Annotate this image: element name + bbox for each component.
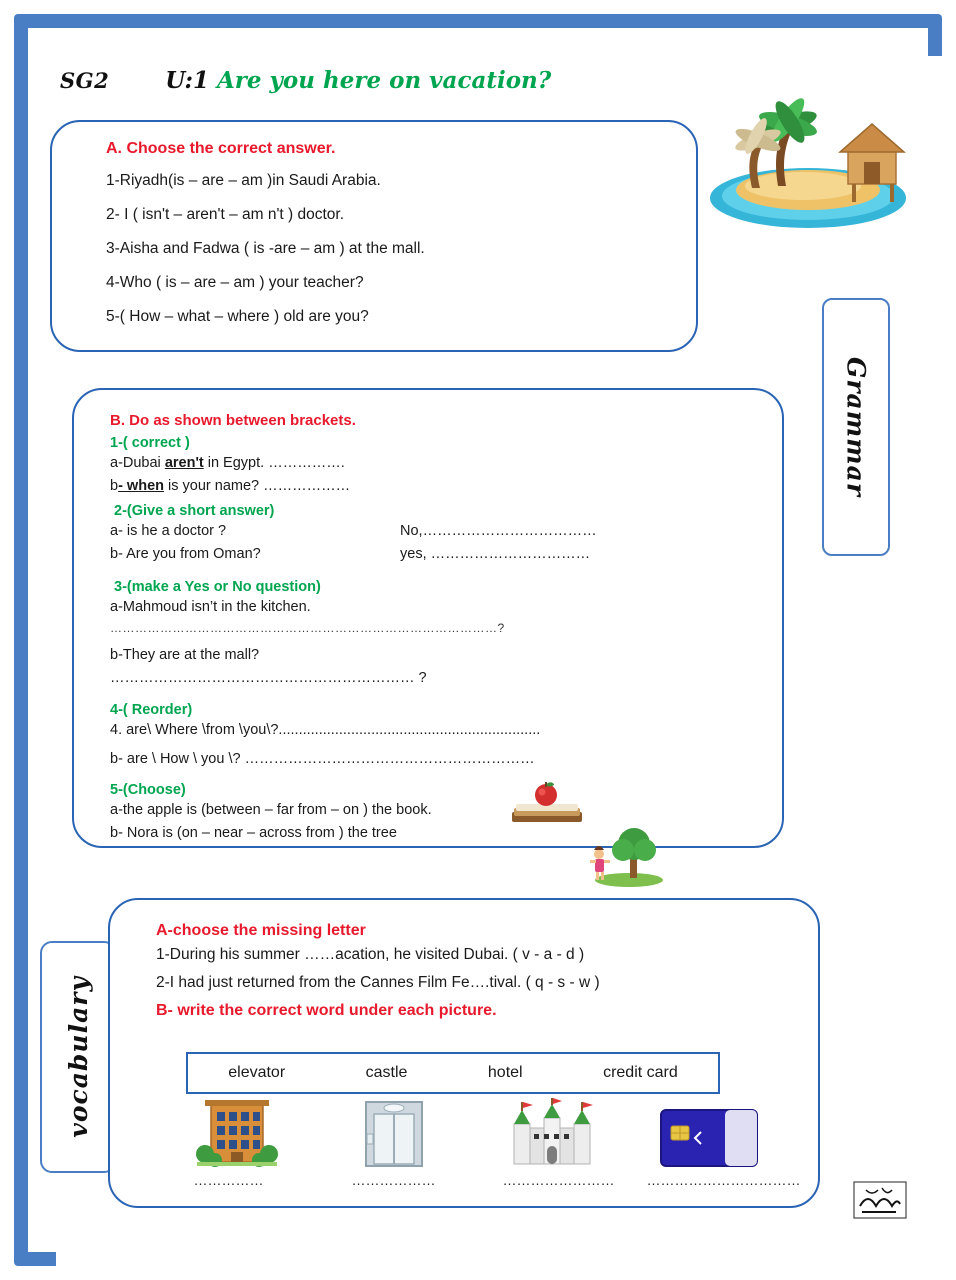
section-a-question-3: 3-Aisha and Fadwa ( is -are – am ) at the mall.: [106, 240, 425, 257]
side-tab-vocabulary-label: vocabulary: [63, 976, 93, 1138]
task-3-item-a: a-Mahmoud isn’t in the kitchen.: [110, 599, 311, 616]
task-1-item-a-bold: aren't: [164, 455, 204, 471]
task-3-item-b: b-They are at the mall?: [110, 647, 260, 664]
picture-castle: [473, 1098, 631, 1170]
answer-blank-1[interactable]: ……………: [193, 1172, 264, 1188]
task-3-label: 3-(make a Yes or No question): [114, 579, 321, 596]
section-vocabulary: [108, 898, 820, 1208]
word-bank-item-credit-card: credit card: [603, 1064, 678, 1081]
side-tab-grammar: [822, 298, 890, 556]
task-2-item-b-question: b- Are you from Oman?: [110, 546, 261, 563]
section-a-question-2: 2- I ( isn't – aren't – am n't ) doctor.: [106, 206, 345, 223]
side-tab-vocabulary: [40, 941, 116, 1173]
side-tab-grammar-label: Grammar: [841, 357, 871, 497]
task-5-item-b: b- Nora is (on – near – across from ) the tree: [110, 824, 397, 841]
task-2-item-b: [110, 544, 760, 565]
unit-number: U:1: [165, 66, 209, 94]
section-a-heading: A. Choose the correct answer.: [106, 140, 336, 157]
section-b: [72, 388, 784, 848]
word-bank-item-hotel: hotel: [487, 1064, 523, 1081]
answer-blanks-row: [146, 1172, 806, 1188]
word-bank-item-elevator: elevator: [228, 1064, 286, 1081]
task-1-item-b-post: is your name? ………………: [164, 478, 351, 495]
task-1-item-b-pre: b: [110, 478, 119, 495]
section-a-question-5: 5-( How – what – where ) old are you?: [106, 308, 369, 325]
answer-blank-4[interactable]: ……………………………: [646, 1172, 801, 1188]
tree-girl-illustration: [574, 820, 664, 888]
section-b-heading: B. Do as shown between brackets.: [110, 412, 356, 429]
page-header: [60, 60, 700, 100]
word-bank-item-castle: castle: [365, 1064, 408, 1081]
word-bank: [186, 1052, 720, 1094]
task-3-item-b-blank: ……………………………………………………… ?: [110, 670, 427, 687]
answer-blank-3[interactable]: ……………………: [502, 1172, 615, 1188]
section-a: [50, 120, 698, 352]
task-5-item-a: a-the apple is (between – far from – on ) the book.: [110, 801, 432, 818]
section-a-question-4: 4-Who ( is – are – am ) your teacher?: [106, 274, 364, 291]
task-2-label: 2-(Give a short answer): [114, 503, 275, 520]
task-2-item-a-question: a- is he a doctor ?: [110, 523, 227, 540]
task-1-item-a: [110, 453, 760, 474]
picture-elevator: [316, 1098, 474, 1170]
unit-title: Are you here on vacation?: [216, 66, 552, 94]
picture-hotel-building: [158, 1098, 316, 1170]
answer-blank-2[interactable]: ………………: [351, 1172, 436, 1188]
task-1-item-a-pre: a-Dubai: [110, 455, 165, 471]
task-1-item-b-bold: - when: [118, 478, 164, 495]
task-2-item-b-answer-blank: yes, ……………………………: [400, 546, 591, 563]
task-3-item-a-blank: …………………………………………………………………………………?: [110, 621, 505, 636]
vocab-question-2: 2-I had just returned from the Cannes Film Fe….tival. ( q - s - w ): [156, 974, 600, 991]
task-1-item-b: [110, 476, 760, 497]
task-1-item-a-post: in Egypt. …………….: [203, 455, 345, 471]
task-4-item-a: 4. are\ Where \from \you\?.................................................................: [110, 721, 541, 738]
task-4-label: 4-( Reorder): [110, 701, 193, 718]
task-1-label: 1-( correct ): [110, 435, 190, 451]
island-illustration: [708, 58, 918, 233]
vocab-heading-b: B- write the correct word under each picture.: [156, 1002, 497, 1019]
unit-heading: [165, 67, 551, 94]
task-2-item-a: [110, 521, 760, 542]
vocab-heading-a: A-choose the missing letter: [156, 922, 366, 939]
task-4-item-b: b- are \ How \ you \? ……………………………………………………: [110, 750, 535, 767]
arabic-calligraphy-stamp: [852, 1176, 908, 1226]
task-5-label: 5-(Choose): [110, 781, 186, 798]
task-2-item-a-answer-blank: No,………………………………: [400, 523, 597, 540]
picture-credit-card: [631, 1104, 789, 1170]
section-a-question-1: 1-Riyadh(is – are – am )in Saudi Arabia.: [106, 172, 381, 189]
picture-row: [158, 1098, 788, 1170]
worksheet-code: SG2: [60, 67, 110, 93]
vocab-question-1: 1-During his summer ……acation, he visited Dubai. ( v - a - d ): [156, 946, 585, 963]
